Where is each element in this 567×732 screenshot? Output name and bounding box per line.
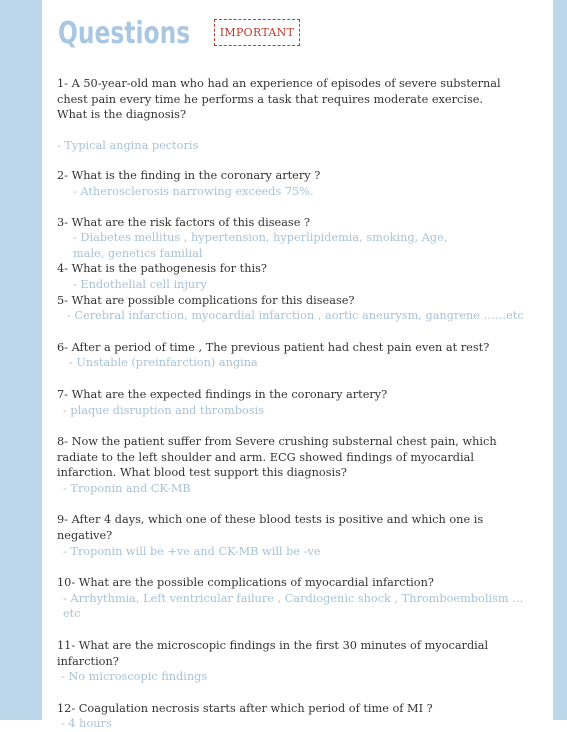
question-item-9 [57, 512, 537, 559]
answer-text: - Diabetes mellitus , hypertension, hyperlipidemia, smoking, Age, male, genetics familial [73, 231, 448, 260]
question-item-11 [57, 638, 537, 685]
answer-text: - Arrhythmia, Left ventricular failure , Cardiogenic shock , Thromboembolism …etc [63, 591, 524, 621]
question-text: 6- After a period of time , The previous patient had chest pain even at rest? [57, 340, 490, 354]
answer-text: - plaque disruption and thrombosis [63, 403, 264, 417]
answer-text: - Cerebral infarction, myocardial infarction , aortic aneurysm, gangrene ……etc [67, 309, 524, 323]
question-text: 5- What are possible complications for this disease? [57, 293, 355, 307]
answer-text: - Unstable (preinfarction) angina [69, 356, 258, 370]
question-text: 10- What are the possible complications of myocardial infarction? [57, 576, 434, 590]
answer-text: - Troponin will be +ve and CK-MB will be -ve [63, 544, 321, 558]
question-text: 3- What are the risk factors of this disease ? [57, 215, 311, 229]
question-item-4 [57, 261, 537, 292]
answer-text: - 4 hours [61, 717, 112, 731]
question-item-5 [57, 293, 537, 324]
question-text: 4- What is the pathogenesis for this? [57, 262, 267, 276]
question-text: 2- What is the finding in the coronary artery ? [57, 169, 321, 183]
answer-text: - Atherosclerosis narrowing exceeds 75%. [73, 184, 314, 198]
question-item-10 [57, 575, 537, 622]
left-decorative-band [0, 0, 42, 720]
question-item-1 [57, 76, 537, 153]
question-text: 7- What are the expected findings in the coronary artery? [57, 387, 388, 401]
question-list [57, 76, 537, 732]
question-item-2 [57, 168, 537, 199]
answer-text: - No microscopic findings [61, 670, 208, 684]
question-item-7 [57, 387, 537, 418]
question-text: 8- Now the patient suffer from Severe crushing substernal chest pain, which radiate to the left shoulder and arm. ECG showed findings of myocardial infarction. What blood test support this diagnosis? [57, 435, 497, 480]
page-title: Questions [58, 16, 191, 51]
question-item-12 [57, 701, 537, 732]
question-text: 9- After 4 days, which one of these blood tests is positive and which one is negative? [57, 513, 484, 543]
question-item-3 [57, 215, 537, 262]
question-text: 11- What are the microscopic findings in the first 30 minutes of myocardial infarction? [57, 639, 489, 668]
question-text: 1- A 50-year-old man who had an experience of episodes of severe substernal chest pain every time he performs a task that requires moderate exercise. What is the diagnosis? [57, 77, 501, 122]
question-item-6 [57, 340, 537, 371]
answer-text: - Typical angina pectoris [57, 138, 199, 152]
answer-text: - Endothelial cell injury [73, 277, 207, 291]
answer-text: - Troponin and CK-MB [63, 481, 191, 495]
right-decorative-band [553, 0, 567, 720]
question-item-8 [57, 434, 537, 496]
question-text: 12- Coagulation necrosis starts after which period of time of MI ? [57, 701, 433, 715]
important-badge: IMPORTANT [214, 19, 300, 46]
